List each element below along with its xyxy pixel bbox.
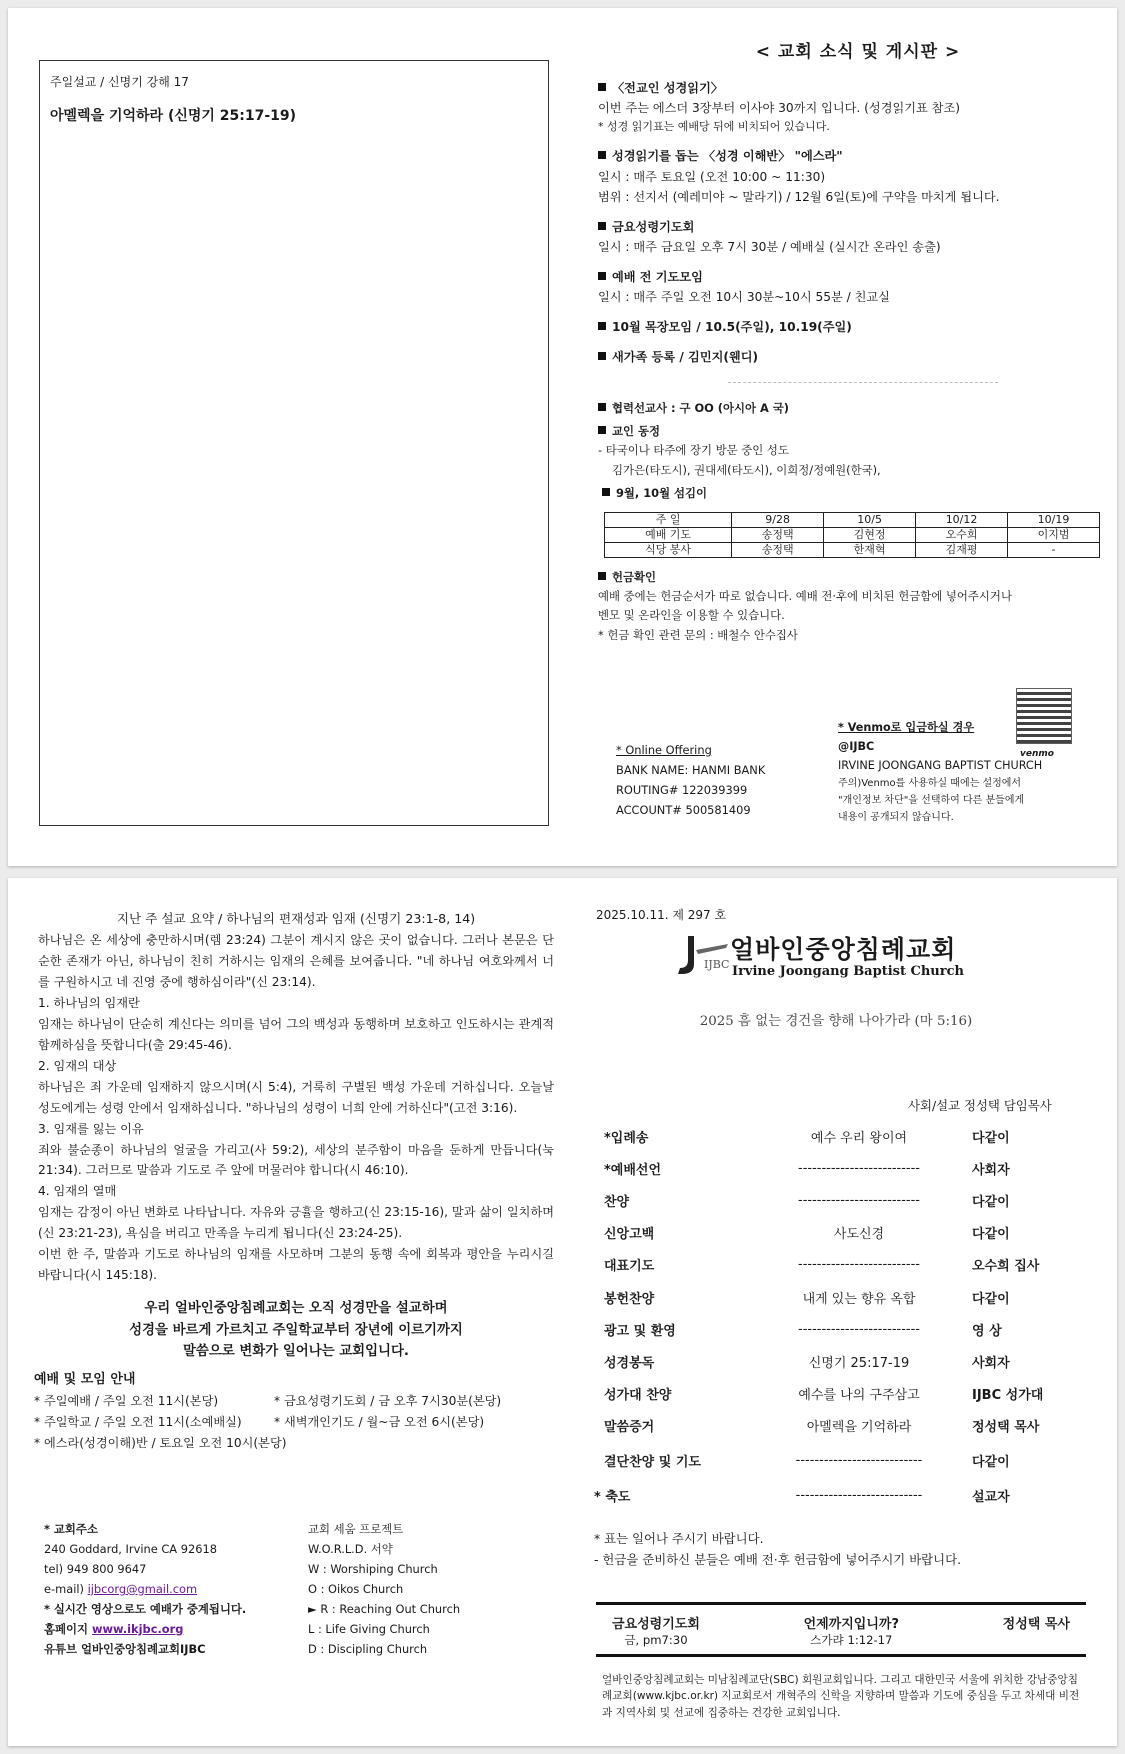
summary-point-2-head: 2. 임재의 대상 bbox=[38, 1058, 117, 1073]
email-link[interactable]: ijbcorg@gmail.com bbox=[87, 1581, 198, 1596]
svg-text:IJBC: IJBC bbox=[704, 958, 730, 971]
worship-order bbox=[594, 1120, 1074, 1512]
bullet-square-icon bbox=[598, 426, 606, 434]
project-w: W : Worshiping Church bbox=[308, 1561, 438, 1576]
news-item-prayer: 예배 전 기도모임 bbox=[598, 267, 1078, 287]
table-cell: 김현정 bbox=[824, 527, 916, 542]
meeting-item: * 주일예배 / 주일 오전 11시(본당) bbox=[34, 1394, 219, 1409]
summary-title: 지난 주 설교 요약 / 하나님의 편재성과 임재 (신명기 23:1-8, 14) bbox=[116, 911, 476, 926]
bullet-square-icon bbox=[598, 403, 606, 411]
bullet-square-icon bbox=[598, 151, 606, 159]
summary-closing: 이번 한 주, 말씀과 기도로 하나님의 임재를 사모하며 그분의 동행 속에 회복과 평안을 누리시길 바랍니다(시 145:18). bbox=[38, 1247, 554, 1283]
next-event: 금요성령기도회 금, pm7:30 bbox=[612, 1617, 700, 1647]
project-l: L : Life Giving Church bbox=[308, 1621, 430, 1636]
account-number: ACCOUNT# 500581409 bbox=[616, 802, 751, 817]
news-item-members: 교인 동정 bbox=[598, 422, 1078, 441]
table-header-cell: 주 일 bbox=[605, 512, 732, 527]
bulletin-inner-sheet bbox=[8, 8, 1117, 866]
meetings-list bbox=[34, 1391, 554, 1454]
table-header-cell: 9/28 bbox=[732, 512, 824, 527]
news-item-missionary: 협력선교사 : 구 OO (아시아 A 국) bbox=[598, 399, 1078, 418]
venmo-note-1: 주의)Venmo를 사용하실 때에는 설정에서 bbox=[838, 778, 1022, 790]
order-row: 결단찬양 및 기도 --------------------------- 다같이 bbox=[604, 1453, 1010, 1471]
summary-point-3: 죄와 불순종이 하나님의 얼굴을 가리고(사 59:2), 세상의 분주함이 마음을 둔하게 만듭니다(눅 21:34). 그러므로 말씀과 기도로 주 앞에 머물러야 합니다(시 46:10). bbox=[38, 1142, 554, 1178]
meetings-title: 예배 및 모임 안내 bbox=[34, 1371, 136, 1387]
summary-point-2: 하나님은 죄 가운데 임재하지 않으시며(시 5:4), 거룩히 구별된 백성 가운데 거하십니다. 오늘날 성도에게는 성령 안에서 임재하십니다. "하나님의 성령이 너희 안에 거하신다"(고전 3:16). bbox=[38, 1079, 554, 1115]
meeting-item: * 새벽개인기도 / 월~금 오전 6시(본당) bbox=[274, 1415, 485, 1430]
table-cell: 오수희 bbox=[916, 527, 1008, 542]
table-header-cell: 10/19 bbox=[1008, 512, 1100, 527]
ezra-range: 범위 : 선지서 (예레미야 ~ 말라기) / 12월 6일(토)에 구약을 마치게 됩니다. bbox=[598, 189, 1000, 204]
offering-note: * 헌금 확인 관련 문의 : 배철수 안수집사 bbox=[598, 627, 798, 642]
news-item-friday: 금요성령기도회 bbox=[598, 217, 1078, 237]
order-row: 대표기도 -------------------------- 오수희 집사 bbox=[604, 1257, 1040, 1275]
next-sermon: 언제까지입니까? 스가랴 1:12-17 bbox=[803, 1617, 900, 1647]
table-cell: 이지범 bbox=[1008, 527, 1100, 542]
table-row bbox=[605, 542, 1100, 557]
order-row: *입례송 예수 우리 왕이여 다같이 bbox=[604, 1130, 1010, 1146]
live-stream-note: * 실시간 영상으로도 예배가 중계됩니다. bbox=[44, 1601, 247, 1616]
news-item-ezra: 성경읽기를 돕는 〈성경 이해반〉 "에스라" bbox=[598, 146, 1078, 166]
member-line-2: 김가은(타도시), 권대세(타도시), 이희정/정예원(한국), bbox=[612, 462, 881, 477]
yearly-motto: 2025 흠 없는 경건을 향해 나아가라 (마 5:16) bbox=[699, 1014, 973, 1029]
summary-point-3-head: 3. 임재를 잃는 이유 bbox=[38, 1121, 144, 1136]
table-cell: 김재평 bbox=[916, 542, 1008, 557]
world-project bbox=[308, 1520, 460, 1660]
table-cell: 송정택 bbox=[732, 542, 824, 557]
venmo-info bbox=[838, 718, 1042, 826]
note-stand: * 표는 일어나 주시기 바랍니다. bbox=[594, 1531, 764, 1546]
venmo-note-2: "개인정보 차단"을 선택하여 다른 분들에게 bbox=[838, 795, 1025, 807]
online-offering-title: * Online Offering bbox=[616, 743, 712, 757]
order-row: 성가대 찬양 예수를 나의 구주삼고 IJBC 성가대 bbox=[604, 1388, 1044, 1404]
member-line-1: - 타국이나 타주에 장기 방문 중인 성도 bbox=[598, 443, 789, 458]
bullet-square-icon bbox=[598, 352, 606, 360]
bullet-square-icon bbox=[598, 222, 606, 230]
venmo-note-3: 내용이 공개되지 않습니다. bbox=[838, 812, 954, 824]
project-subtitle: W.O.R.L.D. 서약 bbox=[308, 1541, 393, 1556]
presider: 사회/설교 정성택 담임목사 bbox=[908, 1098, 1052, 1113]
church-name-korean: 얼바인중앙침례교회 bbox=[730, 935, 957, 964]
venmo-name: IRVINE JOONGANG BAPTIST CHURCH bbox=[838, 759, 1043, 773]
board-title: < 교회 소식 및 게시판 > bbox=[755, 42, 961, 62]
order-notes bbox=[594, 1528, 961, 1570]
address-label: * 교회주소 bbox=[44, 1522, 98, 1536]
bank-name: BANK NAME: HANMI BANK bbox=[616, 762, 766, 777]
news-item-reading: 〈전교인 성경읽기〉 bbox=[598, 78, 1078, 98]
church-logo-icon bbox=[674, 934, 730, 978]
bullet-square-icon bbox=[598, 322, 606, 330]
ezra-time: 일시 : 매주 토요일 (오전 10:00 ~ 11:30) bbox=[598, 169, 826, 184]
friday-time: 일시 : 매주 금요일 오후 7시 30분 / 예배실 (실시간 온라인 송출) bbox=[598, 239, 941, 254]
homepage-row: 홈페이지 www.ikjbc.org bbox=[44, 1621, 184, 1636]
sermon-series: 주일설교 / 신명기 강해 17 bbox=[50, 75, 189, 89]
address: 240 Goddard, Irvine CA 92618 bbox=[44, 1541, 217, 1556]
project-o: O : Oikos Church bbox=[308, 1581, 404, 1596]
news-item-servers: 9월, 10월 섬김이 bbox=[598, 484, 1078, 503]
note-offering: - 헌금을 준비하신 분들은 예배 전·후 헌금함에 넣어주시기 바랍니다. bbox=[594, 1552, 962, 1568]
venmo-qr-code-icon bbox=[1016, 688, 1072, 744]
online-offering bbox=[616, 741, 765, 821]
meeting-item: * 금요성령기도회 / 금 오후 7시30분(본당) bbox=[274, 1394, 502, 1409]
mission-statement: 우리 얼바인중앙침례교회는 오직 성경만을 설교하며 성경을 바르게 가르치고 주일학교부터 장년에 이르기까지 말씀으로 변화가 일어나는 교회입니다. bbox=[129, 1301, 463, 1360]
summary-point-1: 임재는 하나님이 단순히 계신다는 의미를 넘어 그의 백성과 동행하며 보호하고 인도하시는 관계적 함께하심을 뜻합니다(출 29:45-46). bbox=[38, 1016, 554, 1052]
table-header-cell: 10/12 bbox=[916, 512, 1008, 527]
bullet-square-icon bbox=[598, 272, 606, 280]
offering-text-2: 벤모 및 온라인을 이용할 수 있습니다. bbox=[598, 608, 785, 623]
homepage-link[interactable]: www.ikjbc.org bbox=[91, 1621, 184, 1636]
church-name-english: Irvine Joongang Baptist Church bbox=[732, 964, 964, 979]
phone: tel) 949 800 9647 bbox=[44, 1561, 147, 1576]
routing-number: ROUTING# 122039399 bbox=[616, 782, 748, 797]
venmo-handle: @IJBC bbox=[838, 740, 875, 754]
project-title: 교회 세움 프로젝트 bbox=[308, 1522, 404, 1536]
order-row: *예배선언 -------------------------- 사회자 bbox=[604, 1160, 1010, 1178]
summary-point-4-head: 4. 임재의 열매 bbox=[38, 1184, 117, 1199]
table-cell: 한재혁 bbox=[824, 542, 916, 557]
prayer-time: 일시 : 매주 주일 오전 10시 30분~10시 55분 / 친교실 bbox=[598, 290, 890, 305]
table-cell: 예배 기도 bbox=[605, 527, 732, 542]
bullet-square-icon bbox=[598, 572, 606, 580]
summary-point-4: 임재는 감정이 아닌 변화로 나타납니다. 자유와 긍휼을 행하고(신 23:15-16), 말과 삶이 일치하며(신 23:21-23), 욕심을 버리고 만족을 누리게 됩니다(신 23:24-25). bbox=[38, 1205, 554, 1241]
meeting-item: * 에스라(성경이해)반 / 토요일 오전 10시(본당) bbox=[34, 1436, 287, 1451]
table-cell: 식당 봉사 bbox=[605, 542, 732, 557]
table-cell: - bbox=[1008, 542, 1100, 557]
order-row: 찬양 -------------------------- 다같이 bbox=[604, 1192, 1010, 1210]
summary-point-1-head: 1. 하나님의 임재란 bbox=[38, 995, 140, 1010]
table-header-row bbox=[605, 512, 1100, 527]
venmo-logo: venmo bbox=[1020, 749, 1054, 759]
offering-text-1: 예배 중에는 헌금순서가 따로 없습니다. 예배 전·후에 비치된 헌금함에 넣어주시거나 bbox=[598, 588, 1012, 603]
order-row: 신앙고백 사도신경 다같이 bbox=[604, 1227, 1010, 1243]
reading-note: * 성경 읽기표는 예배당 뒤에 비치되어 있습니다. bbox=[598, 120, 830, 134]
venmo-title: * Venmo로 입금하실 경우 bbox=[838, 721, 975, 734]
reading-text: 이번 주는 에스더 3장부터 이사야 30까지 입니다. (성경읽기표 참조) bbox=[598, 101, 960, 116]
news-board bbox=[598, 38, 1078, 645]
project-d: D : Discipling Church bbox=[308, 1641, 428, 1656]
news-item-family: 새가족 등록 / 김민지(웬디) bbox=[598, 347, 1078, 367]
meeting-item: * 주일학교 / 주일 오전 11시(소예배실) bbox=[34, 1415, 242, 1430]
email-row: e-mail) ijbcorg@gmail.com bbox=[44, 1581, 198, 1596]
divider bbox=[728, 382, 998, 383]
friday-prayer-box bbox=[596, 1602, 1086, 1657]
bulletin-outer-sheet bbox=[8, 878, 1117, 1746]
summary-intro: 하나님은 온 세상에 충만하시며(렘 23:24) 그분이 계시지 않은 곳이 없습니다. 그러나 본문은 단순한 존재가 아닌, 하나님이 친히 거하시는 임재의 은혜를 보여줍니다. "네 하나님 여호와께서 너를 구원하시고 네 진영 중에 행하심이라"(신 23:14). bbox=[38, 932, 554, 989]
servers-table bbox=[604, 512, 1100, 558]
table-header-cell: 10/5 bbox=[824, 512, 916, 527]
table-cell: 송정택 bbox=[732, 527, 824, 542]
order-row: * 축도 --------------------------- 설교자 bbox=[594, 1488, 1010, 1506]
order-row: 성경봉독 신명기 25:17-19 사회자 bbox=[604, 1355, 1010, 1371]
church-about: 얼바인중앙침례교회는 미남침례교단(SBC) 회원교회입니다. 그리고 대한민국 서울에 위치한 강남중앙침례교회(www.kjbc.or.kr) 지교회로서 개혁주의 신학을 지향하며 말씀과 기도에 중심을 두고 차세대 비전과 지역사회 및 선교에 집중하는 건강한 교회입니다. bbox=[602, 1674, 1080, 1719]
sermon-notes-box bbox=[39, 60, 549, 826]
table-row bbox=[605, 527, 1100, 542]
contact-info bbox=[44, 1520, 246, 1660]
bullet-square-icon bbox=[598, 83, 606, 91]
next-preacher: 정성택 목사 bbox=[1002, 1617, 1070, 1632]
youtube: 유튜브 얼바인중앙침례교회IJBC bbox=[44, 1641, 206, 1656]
sermon-title: 아멜렉을 기억하라 (신명기 25:17-19) bbox=[50, 108, 297, 124]
order-row: 봉헌찬양 내게 있는 향유 옥합 다같이 bbox=[604, 1291, 1010, 1307]
news-item-cell: 10월 목장모임 / 10.5(주일), 10.19(주일) bbox=[598, 317, 1078, 337]
order-row: 광고 및 환영 -------------------------- 영 상 bbox=[604, 1321, 1002, 1339]
news-item-offering: 헌금확인 bbox=[598, 568, 1078, 587]
bullet-square-icon bbox=[602, 488, 610, 496]
issue-number: 2025.10.11. 제 297 호 bbox=[596, 908, 727, 922]
sermon-summary bbox=[34, 908, 554, 1454]
order-row: 말씀증거 아멜렉을 기억하라 정성택 목사 bbox=[604, 1420, 1040, 1436]
project-r: ► R : Reaching Out Church bbox=[308, 1601, 461, 1616]
